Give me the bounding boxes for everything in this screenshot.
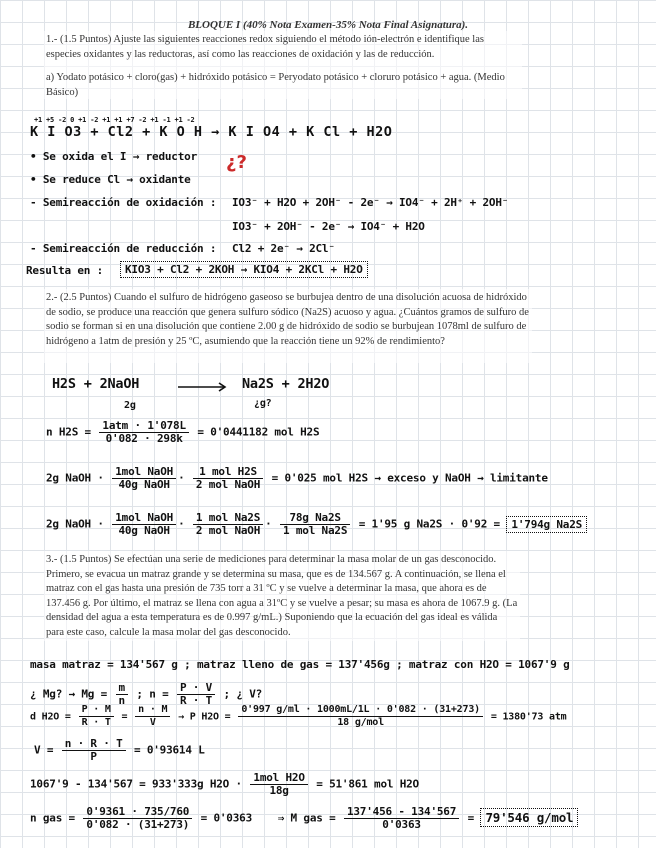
q2-moles-h2s bbox=[46, 420, 319, 445]
q3-water-fraction: $\frac{\text{1mol H2O}}{18g}$ bbox=[250, 772, 307, 797]
q3-water-result: = 51'861 mol H2O bbox=[316, 777, 419, 791]
q2-fraction-4: $\frac{\text{1 mol Na2S}}{\text{2 mol NaOH}}$ bbox=[193, 512, 263, 537]
q1-semi-ox-label: - Semireacción de oxidación : bbox=[30, 196, 217, 209]
q3-density-label: d H2O = bbox=[30, 711, 71, 723]
q3-ngas-fraction: $\frac{0'9361 \cdot 735/760}{0'082 \cdot (31+273)}$ bbox=[83, 806, 192, 831]
q2-n-h2s-fraction: $\frac{\text{1atm · 1'078L}}{0'082 \cdot 298k}$ bbox=[99, 420, 189, 445]
q3-final-answer: 79'546 g/mol bbox=[480, 808, 578, 827]
q1-result-label: Resulta en : bbox=[26, 264, 104, 277]
q1-reduced-line: • Se reduce Cl → oxidante bbox=[30, 173, 191, 186]
q3-pressure-calc bbox=[30, 704, 566, 729]
q2-n-h2s-result: = 0'0441182 mol H2S bbox=[197, 425, 320, 439]
q1-statement: 1.- (1.5 Puntos) Ajuste las siguientes reacciones redox siguiendo el método ión-electrón e identifique las especies oxidantes y las reductoras, así como las reacciones de oxidación y las de reducción. bbox=[46, 34, 484, 60]
q3-pressure-fraction: $\frac{0'997 g/ml \cdot 1000mL/1L \cdot 0'082 \cdot (31+273)}{\text{18 g/mol}}$ bbox=[238, 704, 483, 729]
q2-naoh-mass: 2g bbox=[124, 400, 136, 411]
q2-fraction-3: $\frac{\text{1mol NaOH}}{\text{40g NaOH}}$ bbox=[112, 512, 176, 537]
q2-n-h2s-label: n H2S = bbox=[46, 425, 91, 439]
q3-ngas-result: = 0'0363 bbox=[200, 811, 252, 825]
q2-statement: 2.- (2.5 Puntos) Cuando el sulfuro de hidrógeno gaseoso se burbujea dentro de una disolución acuosa de hidróxido de sodio, se produce una reacción que genera sulfuro sódico (Na2S) acuoso y agua. ¿Cuántos gramos de sulfuro de sodio se forman si en una disolución que contiene 2.00 g de hidróxido de sodio se burbujean 1078ml de sulfuro de hidrógeno a 1atm de presión y 25 ºC, asumiendo que la reacción tiene un 92% de rendimiento? bbox=[46, 292, 529, 347]
q2-limiting-result: = 0'025 mol H2S → exceso y NaOH → limitante bbox=[271, 471, 548, 485]
q1-semi-ox-2: IO3⁻ + 2OH⁻ - 2e⁻ → IO4⁻ + H2O bbox=[232, 220, 425, 233]
q3-density-fraction-2: $\frac{n \cdot M}{V}$ bbox=[135, 704, 170, 729]
q2-reaction-arrow bbox=[178, 382, 230, 392]
exam-block-title: BLOQUE I (40% Nota Examen-35% Nota Final Asignatura). bbox=[187, 19, 469, 31]
q3-volume-question: ; ¿ V? bbox=[223, 687, 263, 701]
q3-statement: 3.- (1.5 Puntos) Se efectúan una serie de mediciones para determinar la masa molar de un gas desconocido. Primero, se evacua un matraz grande y se determina su masa, que es de 134.567 g. A continuación, se llena el matraz con el gas hasta una presión de 735 torr a 31 ºC y se vuelve a determinar la masa, que ahora es de 137.456 g. Por último, el matraz se llena con agua a 31ºC y se vuelve a pesar; su masa es ahora de 1067.9 g. (La densidad del agua a esta temperatura es de 0.997 g/mL.) Suponiendo que la ecuación del gas ideal es válida para este caso, calcule la masa molar del gas desconocido. bbox=[46, 554, 518, 638]
q2-yield-calc: 2g NaOH · $\frac{\text{1mol NaOH}}{\text{40g NaOH}}$ · $\frac{\text{1 mol Na2S}}{\text{2 mol NaOH}}$ · $\frac{\text{78g Na2S}}{\text{1 mol Na2S}}$ = 1'95 g Na2S · 0'92 = 1'794g Na2S bbox=[46, 512, 587, 537]
q1-oxidized-line: • Se oxida el I → reductor bbox=[30, 150, 197, 163]
q2-fraction-5: $\frac{\text{78g Na2S}}{\text{1 mol Na2S}}$ bbox=[280, 512, 350, 537]
q1-question-mark: ¿? bbox=[226, 152, 247, 173]
q3-mgas-label: ⇒ M gas = bbox=[277, 811, 336, 825]
q3-water-calc bbox=[30, 772, 419, 797]
q2-reaction-left: H2S + 2NaOH bbox=[52, 376, 140, 392]
q1-semi-red-label: - Semireacción de reducción : bbox=[30, 242, 217, 255]
q3-volume-fraction: $\frac{n \cdot R \cdot T}{P}$ bbox=[62, 738, 126, 763]
q1-semi-ox-1: IO3⁻ + H2O + 2OH⁻ - 2e⁻ → IO4⁻ + 2H⁺ + 2OH⁻ bbox=[232, 196, 509, 209]
q1-semi-red: Cl2 + 2e⁻ → 2Cl⁻ bbox=[232, 242, 335, 255]
q3-ngas-label: n gas = bbox=[30, 811, 75, 825]
q3-volume-label: V = bbox=[34, 743, 54, 757]
q2-yield-result: = 1'95 g Na2S · 0'92 = bbox=[358, 517, 500, 531]
q2-limiting-calc: 2g NaOH · $\frac{\text{1mol NaOH}}{\text{40g NaOH}}$ · $\frac{\text{1 mol H2S}}{\text{2 mol NaOH}}$ = 0'025 mol H2S → exceso y NaOH → limitante bbox=[46, 465, 548, 491]
q3-volume-result: = 0'93614 L bbox=[133, 743, 205, 757]
q1-result-box: KIO3 + Cl2 + 2KOH → KIO4 + 2KCl + H2O bbox=[120, 261, 368, 278]
q2-reaction-right: Na2S + 2H2O bbox=[242, 376, 330, 392]
q2-na2s-mass: ¿g? bbox=[254, 398, 272, 409]
q3-gas-calc bbox=[30, 806, 578, 831]
q3-pressure-label: → P H2O = bbox=[178, 711, 231, 723]
q2-naoh-prefix: 2g NaOH · bbox=[46, 471, 104, 485]
q3-mg-fraction: $\frac{m}{n}$ bbox=[116, 682, 128, 707]
q3-n-fraction: $\frac{P \cdot V}{R \cdot T}$ bbox=[177, 682, 215, 707]
q3-density-eq: = bbox=[121, 711, 128, 723]
q3-density-fraction-1: $\frac{P \cdot M}{R \cdot T}$ bbox=[79, 704, 114, 729]
q3-volume-calc bbox=[34, 738, 205, 763]
q3-n-equals: ; n = bbox=[136, 687, 169, 701]
q2-conv2-prefix: 2g NaOH · bbox=[46, 517, 104, 531]
q1-oxidation-states: +1 +5 -2 0 +1 -2 +1 +1 +7 -2 +1 -1 +1 -2 bbox=[34, 116, 195, 124]
q2-fraction-2: $\frac{\text{1 mol H2S}}{\text{2 mol NaOH}}$ bbox=[193, 466, 263, 491]
q2-fraction-1: $\frac{\text{1mol NaOH}}{\text{40g NaOH}}$ bbox=[112, 466, 176, 491]
q2-final-answer: 1'794g Na2S bbox=[506, 516, 587, 533]
q3-water-line: 1067'9 - 134'567 = 933'333g H2O · bbox=[30, 777, 242, 791]
q3-pressure-result: = 1380'73 atm bbox=[490, 711, 567, 723]
q3-mgas-fraction: $\frac{137'456 - 134'567}{0'0363}$ bbox=[344, 806, 459, 831]
q1-part-a: a) Yodato potásico + cloro(gas) + hidróxido potásico = Peryodato potásico + cloruro potásico + agua. (Medio Básico) bbox=[46, 72, 505, 98]
q3-mgas-eq: = bbox=[467, 811, 475, 825]
q3-molar-mass-question: ¿ Mg? → Mg = bbox=[30, 687, 108, 701]
q1-equation: K I O3 + Cl2 + K O H → K I O4 + K Cl + H2O bbox=[30, 124, 393, 140]
q3-masses: masa matraz = 134'567 g ; matraz lleno de gas = 137'456g ; matraz con H2O = 1067'9 g bbox=[30, 658, 570, 671]
